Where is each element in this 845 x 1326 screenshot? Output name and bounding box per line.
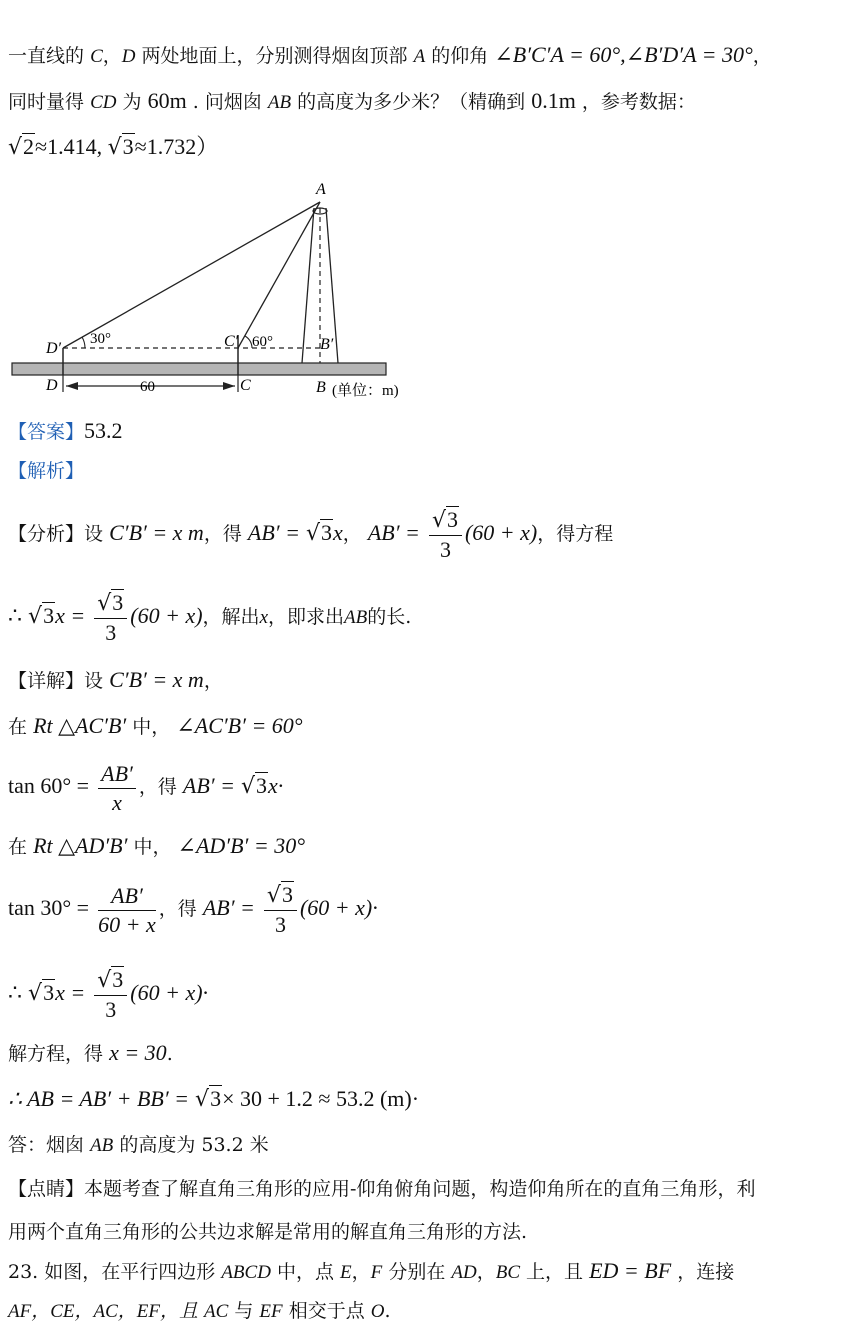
ref-value: ≈1.414,	[35, 134, 103, 159]
triangle-expression: Rt △AC′B′	[33, 713, 127, 738]
angle-arc-60	[245, 336, 252, 348]
text: 两处地面上，分别测得烟囱顶部	[141, 45, 408, 67]
radicand: 3	[281, 882, 293, 907]
text: .	[166, 1043, 173, 1065]
therefore-icon: ∴	[8, 980, 22, 1005]
sight-line-c	[238, 202, 320, 348]
text: AF，CE，AC，EF，且	[8, 1301, 198, 1322]
detail-line-3	[8, 758, 283, 817]
math-expression: (60 + x)·	[130, 980, 209, 1005]
sqrt-icon: √	[195, 1087, 210, 1112]
text: 在	[8, 716, 28, 738]
math-expression: AB′ =	[182, 773, 235, 798]
tan-expression: tan 30° =	[8, 895, 90, 920]
fraction	[94, 966, 127, 1024]
final-expression: ∴ AB = AB′ + BB′ =	[8, 1086, 189, 1111]
radicand: 3	[112, 590, 124, 615]
parallelogram-name: ABCD	[221, 1262, 271, 1283]
dianjing-line-2	[8, 1219, 527, 1245]
text: ，得方程	[537, 523, 614, 545]
problem-line-1	[8, 42, 772, 70]
text: 中，	[132, 716, 171, 738]
math-expression: AB′ =	[367, 520, 420, 545]
chimney-figure	[0, 175, 430, 410]
text: ，	[342, 523, 362, 545]
precision-value: 0.1m	[531, 88, 576, 113]
sqrt-icon: √	[28, 604, 43, 629]
math-expression: x·	[268, 773, 284, 798]
text: 的高度为 53.2 米	[119, 1134, 269, 1156]
segment-ad: AD	[451, 1262, 477, 1283]
math-expression: (60 + x)·	[299, 895, 378, 920]
text: ，解出	[202, 606, 260, 628]
therefore-icon: ∴	[8, 603, 22, 628]
radicand: 3	[43, 603, 55, 628]
sqrt-icon: √	[8, 135, 23, 160]
label-angle-30: 30°	[90, 331, 111, 347]
distance-value: 60m	[147, 88, 187, 113]
text: ，	[752, 45, 772, 67]
detail-line-5	[8, 880, 378, 939]
sqrt-icon: √	[266, 883, 281, 908]
sqrt-icon: √	[97, 591, 112, 616]
segment-ab: AB	[344, 607, 368, 628]
dianjing-tag: 【点睛】	[8, 1178, 85, 1200]
text: 本题考查了解直角三角形的应用-仰角俯角问题，构造仰角所在的直角三角形，利	[84, 1178, 756, 1200]
text: 为	[122, 91, 142, 113]
text: 设	[84, 523, 104, 545]
equality-expression: ED = BF	[589, 1258, 672, 1283]
denominator: 3	[105, 997, 117, 1022]
segment-ac: AC	[204, 1301, 229, 1322]
text: 的长.	[367, 606, 412, 628]
label-angle-60: 60°	[252, 334, 273, 350]
sight-line-d	[63, 202, 320, 348]
problem-line-2	[8, 88, 696, 116]
radicand: 3	[446, 507, 458, 532]
denominator: x	[112, 789, 122, 815]
arrow-left-icon	[66, 382, 78, 390]
math-expression: (60 + x)	[464, 520, 538, 545]
text: ）	[196, 134, 219, 159]
math-expression: AB′ =	[247, 520, 300, 545]
text: 上，且	[526, 1261, 584, 1283]
detail-line-6	[8, 965, 208, 1024]
text: ，	[102, 45, 122, 67]
arrow-right-icon	[223, 382, 235, 390]
radicand: 3	[43, 980, 55, 1005]
text: . 问烟囱	[192, 91, 262, 113]
angle-arc-30	[82, 337, 85, 348]
final-expression: × 30 + 1.2 ≈ 53.2 (m)·	[222, 1086, 420, 1111]
text: ，	[476, 1261, 496, 1283]
analysis-header	[8, 458, 84, 484]
radicand: 3	[256, 773, 268, 798]
text: 在	[8, 836, 28, 858]
text: ，得	[138, 776, 177, 798]
radicand: 3	[210, 1086, 222, 1111]
math-expression: C′B′ = x m	[109, 667, 204, 692]
detail-line-8	[8, 1086, 419, 1113]
point-f: F	[370, 1262, 383, 1283]
text: 中，点	[276, 1261, 334, 1283]
radicand: 2	[23, 134, 35, 159]
angle-expression: ∠AC′B′ = 60°	[176, 713, 303, 738]
reference-data	[8, 134, 218, 161]
fraction	[429, 506, 462, 564]
answer-line	[8, 418, 123, 445]
detail-line-1	[8, 667, 223, 694]
text: 23. 如图，在平行四边形	[8, 1261, 216, 1283]
detail-line-4	[8, 833, 305, 860]
label-distance: 60	[140, 379, 155, 395]
segment-ab: AB	[90, 1135, 114, 1156]
fenxi-line-2	[8, 588, 411, 647]
text: 设	[84, 670, 104, 692]
text: 答：烟囱	[8, 1134, 85, 1156]
numerator: AB′	[98, 760, 136, 789]
segment-cd: CD	[90, 92, 117, 113]
numerator: AB′	[98, 882, 156, 911]
radicand: 3	[122, 134, 134, 159]
dianjing-line-1	[8, 1176, 755, 1202]
point-o: O	[370, 1301, 385, 1322]
analysis-tag: 【解析】	[8, 460, 85, 482]
ref-value: ≈1.732	[134, 134, 197, 159]
text: ，	[203, 670, 223, 692]
segment-ef: EF	[259, 1301, 283, 1322]
point-a: A	[413, 46, 426, 67]
text: ，连接	[677, 1261, 735, 1283]
text: ，得	[158, 898, 197, 920]
sqrt-icon: √	[241, 774, 256, 799]
radicand: 3	[321, 520, 333, 545]
ground-bar	[12, 363, 386, 375]
denominator: 3	[439, 537, 451, 562]
variable-x: x	[259, 607, 268, 628]
sqrt-icon: √	[107, 135, 122, 160]
label-a: A	[316, 181, 326, 198]
sqrt-icon: √	[28, 981, 43, 1006]
point-e: E	[340, 1262, 352, 1283]
denominator: 3	[274, 912, 286, 937]
text: 与	[234, 1300, 254, 1322]
q23-line-1	[8, 1258, 734, 1286]
fenxi-tag: 【分析】	[8, 523, 85, 545]
math-expression: x =	[55, 980, 86, 1005]
text: ，参考数据：	[581, 91, 696, 113]
label-b: B	[316, 379, 326, 396]
point-d: D	[121, 46, 136, 67]
text: 的仰角	[431, 45, 489, 67]
text: 同时量得	[8, 91, 85, 113]
fraction	[98, 882, 156, 939]
angle-expression-2: ∠B′D′A = 30°	[625, 42, 753, 67]
detail-line-2	[8, 713, 303, 740]
denominator: 3	[105, 620, 117, 645]
solution-value: x = 30	[109, 1040, 167, 1065]
label-d-prime: D′	[46, 340, 62, 357]
label-c: C	[240, 377, 251, 394]
final-answer	[8, 1132, 269, 1159]
text: ，得	[203, 523, 242, 545]
q23-line-2	[8, 1298, 391, 1325]
text: .	[384, 1300, 391, 1322]
math-expression: x =	[55, 603, 86, 628]
fraction	[98, 760, 136, 817]
sqrt-icon: √	[97, 968, 112, 993]
label-unit: (单位：m)	[332, 383, 399, 399]
answer-value: 53.2	[84, 418, 123, 443]
math-expression: C′B′ = x m	[109, 520, 204, 545]
sqrt-icon: √	[431, 508, 446, 533]
point-c: C	[90, 46, 103, 67]
fenxi-line-1	[8, 505, 613, 564]
answer-tag: 【答案】	[8, 421, 85, 443]
angle-expression-1: ∠B′C′A = 60°,	[494, 42, 626, 67]
text: 解方程，得	[8, 1043, 104, 1065]
sqrt-icon: √	[305, 521, 321, 546]
text: 中，	[133, 836, 172, 858]
fraction	[264, 881, 297, 939]
text: 用两个直角三角形的公共边求解是常用的解直角三角形的方法.	[8, 1221, 528, 1243]
segment-bc: BC	[495, 1262, 520, 1283]
math-expression: AB′ =	[202, 895, 255, 920]
segment-ab: AB	[267, 92, 292, 113]
fraction	[94, 589, 127, 647]
math-expression: (60 + x)	[130, 603, 203, 628]
label-b-prime: B′	[320, 336, 334, 353]
triangle-expression: Rt △AD′B′	[33, 833, 128, 858]
angle-expression: ∠AD′B′ = 30°	[177, 833, 305, 858]
text: 分别在	[388, 1261, 446, 1283]
detail-line-7	[8, 1040, 173, 1067]
tan-expression: tan 60° =	[8, 773, 90, 798]
variable-x: x	[333, 520, 343, 545]
detail-tag: 【详解】	[8, 670, 85, 692]
text: 一直线的	[8, 45, 85, 67]
text: 相交于点	[288, 1300, 365, 1322]
radicand: 3	[112, 967, 124, 992]
text: 的高度为多少米？（精确到	[297, 91, 526, 113]
text: ，即求出	[268, 606, 345, 628]
denominator: 60 + x	[98, 911, 156, 937]
label-d: D	[46, 377, 58, 394]
text: ，	[351, 1261, 371, 1283]
label-c-prime: C′	[224, 333, 239, 350]
